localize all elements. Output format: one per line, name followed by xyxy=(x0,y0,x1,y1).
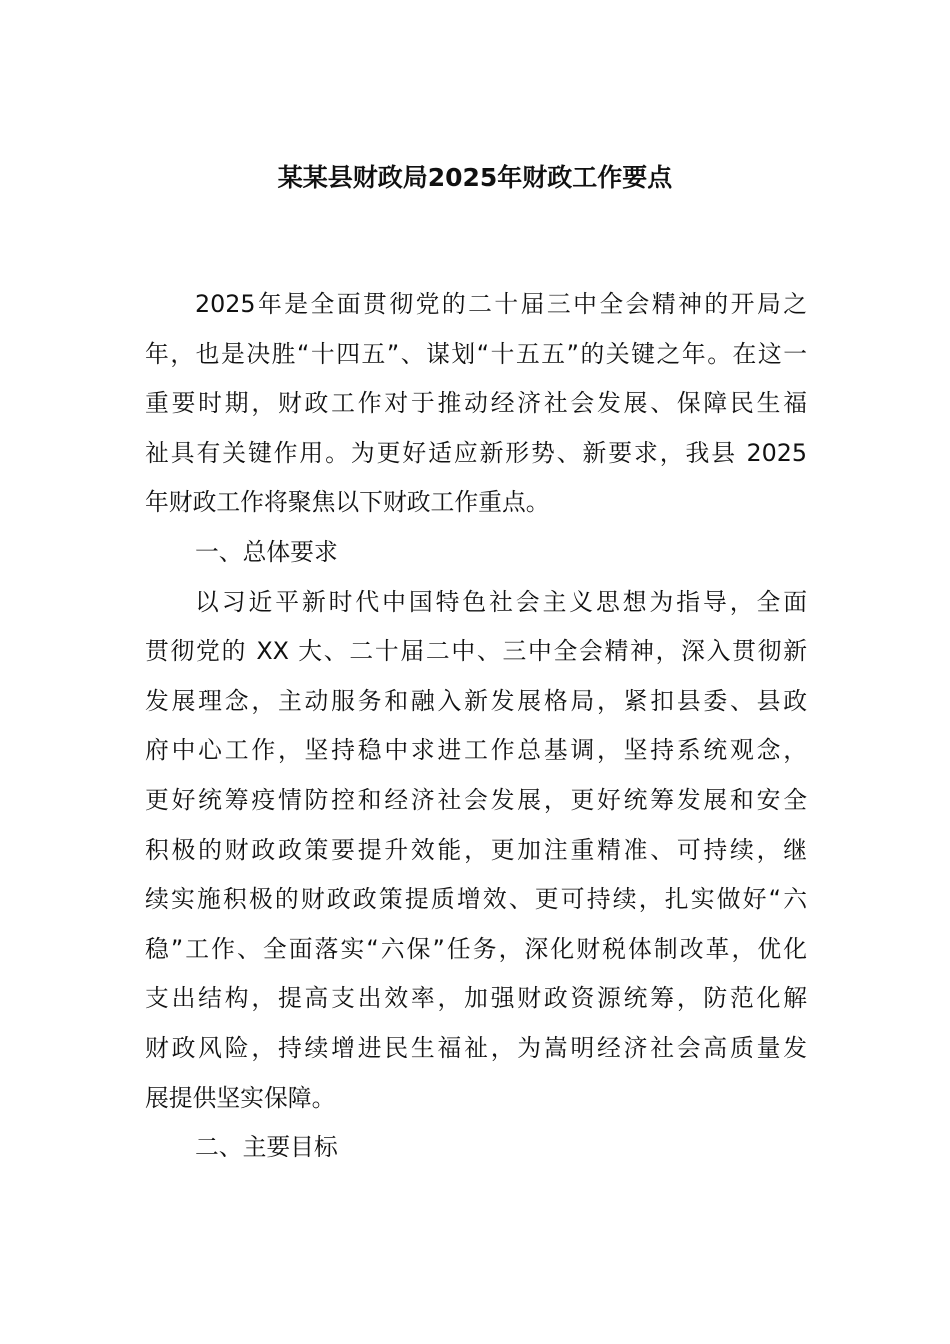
text-line: 贯彻党的 XX 大、二十届二中、三中全会精神，深入贯彻新 xyxy=(145,637,807,666)
text-line: 年，也是决胜“十四五”、谋划“十五五”的关键之年。在这一 xyxy=(145,339,807,368)
section-heading-general-requirements: 一、总体要求 xyxy=(195,537,338,566)
text-line: 更好统筹疫情防控和经济社会发展，更好统筹发展和安全 xyxy=(145,785,807,814)
text-line: 年财政工作将聚焦以下财政工作重点。 xyxy=(145,488,550,517)
text-line: 续实施积极的财政政策提质增效、更可持续，扎实做好“六 xyxy=(145,885,807,914)
document-body xyxy=(145,280,807,1173)
text-line: 稳”工作、全面落实“六保”任务，深化财税体制改革，优化 xyxy=(145,934,807,963)
text-line: 2025年是全面贯彻党的二十届三中全会精神的开局之 xyxy=(195,290,807,318)
section1-paragraph xyxy=(145,578,807,1124)
text-line: 展提供坚实保障。 xyxy=(145,1083,336,1112)
text-line: 支出结构，提高支出效率，加强财政资源统筹，防范化解 xyxy=(145,984,807,1013)
text-line: 重要时期，财政工作对于推动经济社会发展、保障民生福 xyxy=(145,389,807,418)
text-line: 府中心工作，坚持稳中求进工作总基调，坚持系统观念， xyxy=(145,736,807,765)
text-line: 以习近平新时代中国特色社会主义思想为指导，全面 xyxy=(195,587,807,616)
section-heading-main-targets: 二、主要目标 xyxy=(195,1133,338,1162)
text-line: 财政风险，持续增进民生福祉，为嵩明经济社会高质量发 xyxy=(145,1033,807,1062)
text-line: 发展理念，主动服务和融入新发展格局，紧扣县委、县政 xyxy=(145,686,807,715)
text-line: 祉具有关键作用。为更好适应新形势、新要求，我县 2025 xyxy=(145,438,807,467)
document-title: 某某县财政局2025年财政工作要点 xyxy=(277,163,673,192)
text-line: 积极的财政政策要提升效能，更加注重精准、可持续，继 xyxy=(145,835,807,864)
intro-paragraph xyxy=(145,280,807,528)
